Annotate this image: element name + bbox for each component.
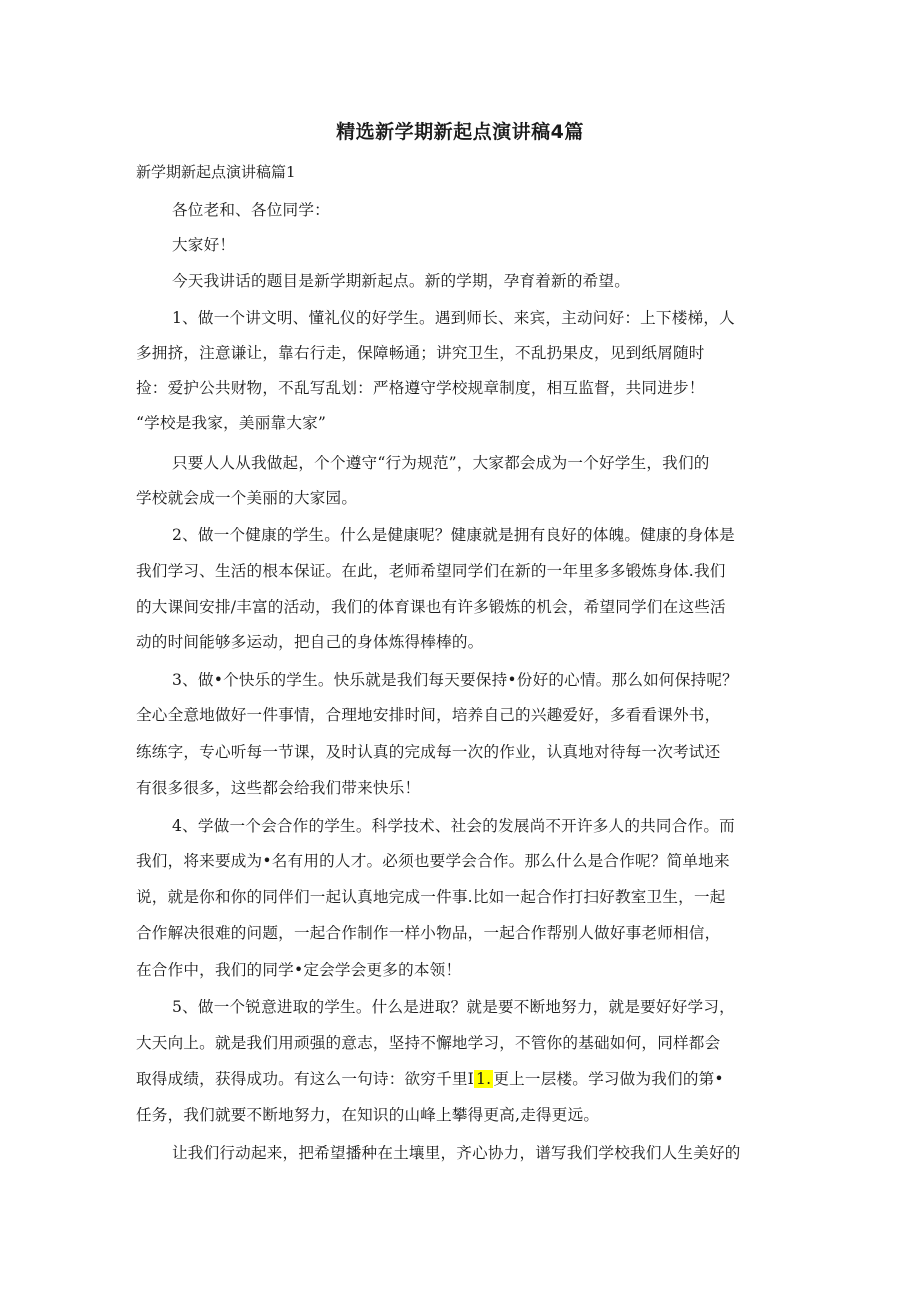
paragraph-line: 4、学做一个会合作的学生。科学技术、社会的发展尚不开许多人的共同合作。而	[172, 817, 735, 835]
paragraph-line: “学校是我家，美丽靠大家”	[136, 414, 327, 432]
paragraph-line: 任务，我们就要不断地努力，在知识的山峰上攀得更高,走得更远。	[136, 1106, 600, 1124]
paragraph-line: 我们，将来要成为•名有用的人才。必须也要学会合作。那么什么是合作呢？简单地来	[136, 852, 730, 870]
paragraph-line: 多拥挤，注意谦让，靠右行走，保障畅通；讲究卫生，不乱扔果皮，见到纸屑随时	[136, 344, 705, 362]
greeting-line: 大家好！	[172, 236, 236, 254]
document-title: 精选新学期新起点演讲稿4篇	[336, 121, 584, 143]
text-segment: 更上一层楼。学习做为我们的第•	[493, 1070, 724, 1088]
paragraph-line: 大天向上。就是我们用顽强的意志，坚持不懈地学习，不管你的基础如何，同样都会	[136, 1034, 721, 1052]
paragraph-line: 只要人人从我做起，个个遵守“行为规范”，大家都会成为一个好学生，我们的	[172, 454, 710, 472]
paragraph-line: 学校就会成一个美丽的大家园。	[136, 489, 358, 507]
paragraph-line: 5、做一个锐意进取的学生。什么是进取？就是要不断地努力，就是要好好学习，	[172, 998, 735, 1016]
paragraph-line: 让我们行动起来，把希望播种在土壤里，齐心协力，谱写我们学校我们人生美好的	[172, 1144, 741, 1162]
highlighted-text: 1.	[476, 1070, 492, 1088]
paragraph-line: 1、做一个讲文明、懂礼仪的好学生。遇到师长、来宾，主动问好：上下楼梯，人	[172, 309, 735, 327]
text-segment: 取得成绩，获得成功。有这么一句诗：欲穷千里I	[136, 1070, 475, 1088]
paragraph-line: 动的时间能够多运动，把自己的身体炼得棒棒的。	[136, 633, 484, 651]
paragraph-line: 有很多很多，这些都会给我们带来快乐！	[136, 779, 421, 797]
paragraph-line: 合作解决很难的问题，一起合作制作一样小物品，一起合作帮别人做好事老师相信，	[136, 924, 721, 942]
paragraph-line: 全心全意地做好一件事情，合理地安排时间，培养自己的兴趣爱好，多看看课外书，	[136, 706, 721, 724]
document-subtitle: 新学期新起点演讲稿篇1	[136, 163, 296, 181]
paragraph-line: 在合作中，我们的同学•定会学会更多的本领！	[136, 961, 462, 979]
paragraph-line-highlighted	[136, 1067, 724, 1091]
paragraph-line: 今天我讲话的题目是新学期新起点。新的学期，孕育着新的希望。	[172, 272, 631, 290]
paragraph-line: 说，就是你和你的同伴们一起认真地完成一件事.比如一起合作打扫好教室卫生，一起	[136, 888, 726, 906]
paragraph-line: 捡：爱护公共财物，不乱写乱划：严格遵守学校规章制度，相互监督，共同进步！	[136, 379, 705, 397]
paragraph-line: 的大课间安排/丰富的活动，我们的体育课也有许多锻炼的机会，希望同学们在这些活	[136, 598, 726, 616]
paragraph-line: 2、做一个健康的学生。什么是健康呢？健康就是拥有良好的体魄。健康的身体是	[172, 526, 735, 544]
salutation-line: 各位老和、各位同学：	[172, 201, 330, 219]
paragraph-line: 练练字，专心听每一节课，及时认真的完成每一次的作业，认真地对待每一次考试还	[136, 743, 721, 761]
paragraph-line: 我们学习、生活的根本保证。在此，老师希望同学们在新的一年里多多锻炼身体.我们	[136, 562, 726, 580]
paragraph-line: 3、做•个快乐的学生。快乐就是我们每天要保持•份好的心情。那么如何保持呢？	[172, 671, 738, 689]
